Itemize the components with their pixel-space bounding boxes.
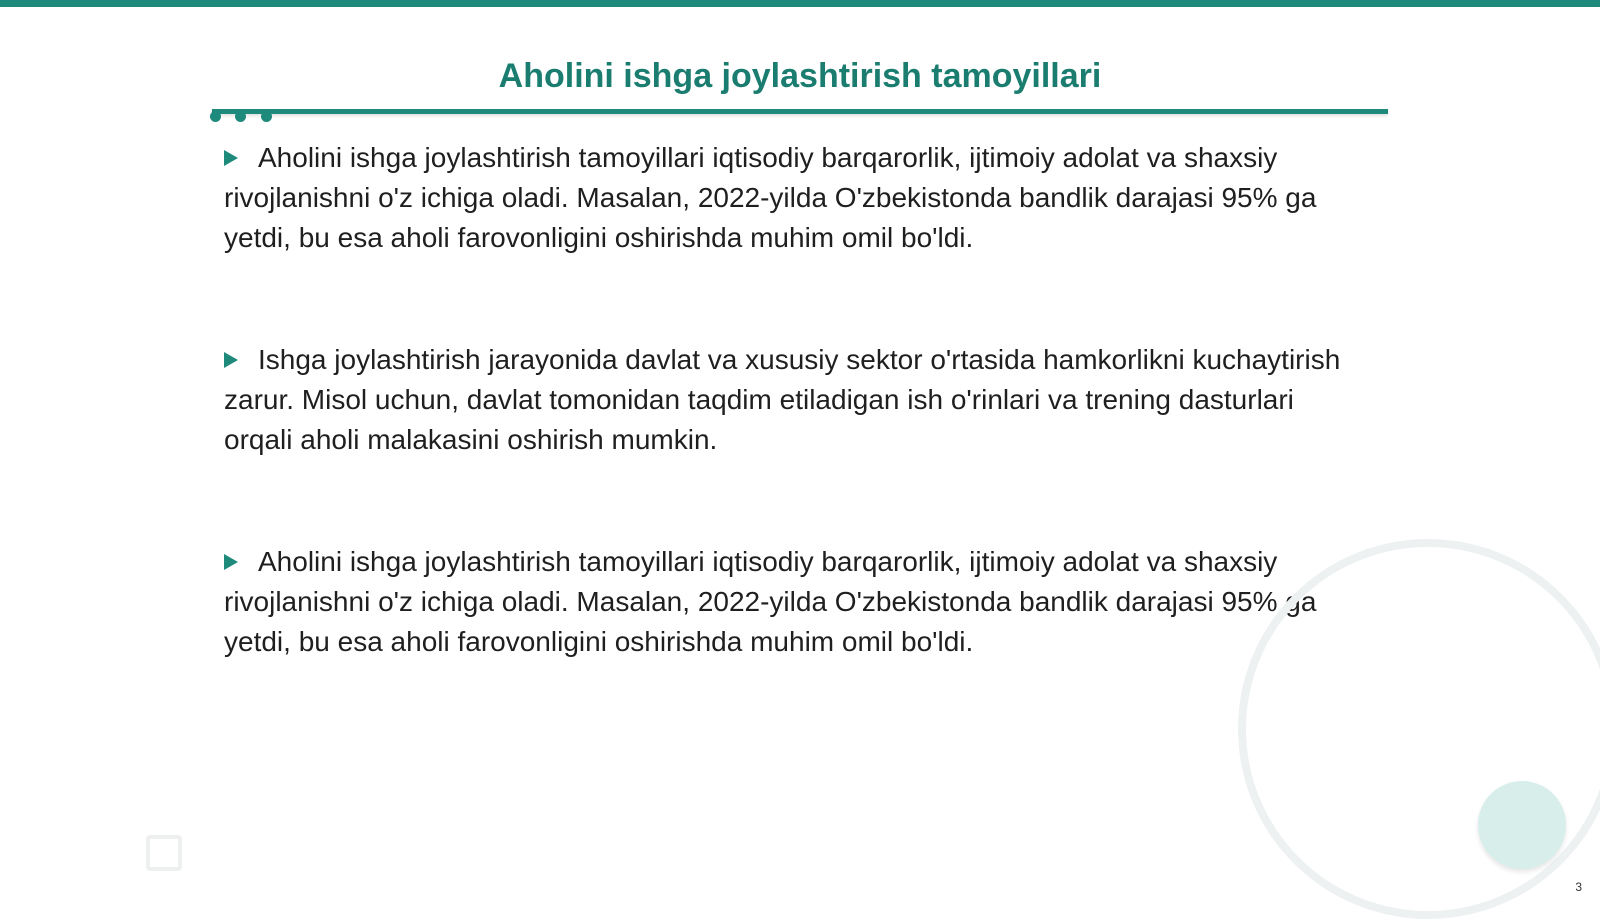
title-underline (212, 109, 1388, 114)
bullet-item (224, 340, 1364, 460)
triangle-right-icon (224, 554, 238, 570)
triangle-right-icon (224, 352, 238, 368)
bullet-text: Aholini ishga joylashtirish tamoyillari iqtisodiy barqarorlik, ijtimoiy adolat va shaxsiy rivojlanishni o'z ichiga oladi. Masalan, 2022-yilda O'zbekistonda bandlik darajasi 95% ga yetdi, bu esa aholi farovonligini oshirishda muhim omil bo'ldi. (224, 142, 1317, 253)
bullet-item (224, 138, 1364, 258)
triangle-right-icon (224, 150, 238, 166)
underline-dot (261, 111, 272, 122)
bullet-item (224, 542, 1364, 662)
underline-dot (210, 111, 221, 122)
bullet-list (224, 138, 1364, 744)
underline-dot (235, 111, 246, 122)
slide-title: Aholini ishga joylashtirish tamoyillari (498, 57, 1102, 95)
decorative-circle (1478, 781, 1566, 869)
decorative-square (146, 835, 182, 871)
bullet-text: Aholini ishga joylashtirish tamoyillari iqtisodiy barqarorlik, ijtimoiy adolat va shaxsiy rivojlanishni o'z ichiga oladi. Masalan, 2022-yilda O'zbekistonda bandlik darajasi 95% ga yetdi, bu esa aholi farovonligini oshirishda muhim omil bo'ldi. (224, 546, 1317, 657)
bullet-text: Ishga joylashtirish jarayonida davlat va xususiy sektor o'rtasida hamkorlikni kuchaytirish zarur. Misol uchun, davlat tomonidan taqdim etiladigan ish o'rinlari va trening dasturlari orqali aholi malakasini oshirish mumkin. (224, 344, 1341, 455)
top-accent-bar (0, 0, 1600, 7)
page-number: 3 (1575, 880, 1582, 894)
